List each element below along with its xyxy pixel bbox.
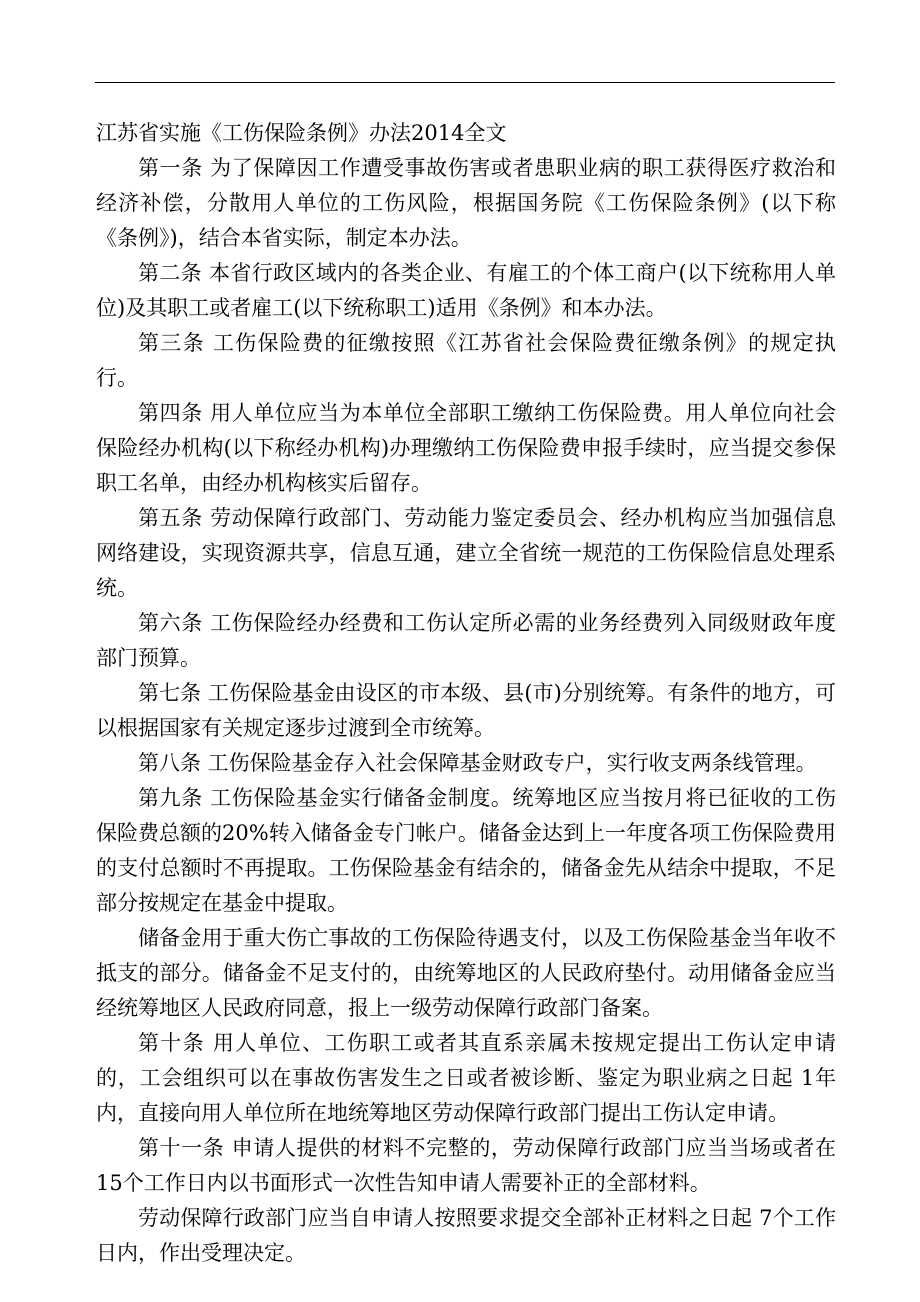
- article-1: 第一条 为了保障因工作遭受事故伤害或者患职业病的职工获得医疗救治和经济补偿，分散用人单位的工伤风险，根据国务院《工伤保险条例》(以下称《条例》)，结合本省实际，制定本办法。: [96, 156, 836, 250]
- article-2: 第二条 本省行政区域内的各类企业、有雇工的个体工商户(以下统称用人单位)及其职工或者雇工(以下统称职工)适用《条例》和本办法。: [96, 261, 836, 320]
- article-5: 第五条 劳动保障行政部门、劳动能力鉴定委员会、经办机构应当加强信息网络建设，实现资源共享，信息互通，建立全省统一规范的工伤保险信息处理系统。: [96, 506, 836, 600]
- article-6: 第六条 工伤保险经办经费和工伤认定所必需的业务经费列入同级财政年度部门预算。: [96, 611, 836, 670]
- article-10: 第十条 用人单位、工伤职工或者其直系亲属未按规定提出工伤认定申请的，工会组织可以在事故伤害发生之日或者被诊断、鉴定为职业病之日起 1年内，直接向用人单位所在地统筹地区劳动保障行政部门提出工伤认定申请。: [96, 1031, 836, 1125]
- article-7: 第七条 工伤保险基金由设区的市本级、县(市)分别统筹。有条件的地方，可以根据国家有关规定逐步过渡到全市统筹。: [96, 681, 836, 740]
- article-9: 第九条 工伤保险基金实行储备金制度。统筹地区应当按月将已征收的工伤保险费总额的20%转入储备金专门帐户。储备金达到上一年度各项工伤保险费用的支付总额时不再提取。工伤保险基金有结余的，储备金先从结余中提取，不足部分按规定在基金中提取。: [96, 786, 836, 915]
- document-title: 江苏省实施《工伤保险条例》办法2014全文: [96, 121, 507, 145]
- header-rule: [95, 82, 835, 83]
- document-body: [96, 116, 836, 1271]
- article-11-acceptance: 劳动保障行政部门应当自申请人按照要求提交全部补正材料之日起 7个工作日内，作出受理决定。: [96, 1206, 836, 1265]
- article-3: 第三条 工伤保险费的征缴按照《江苏省社会保险费征缴条例》的规定执行。: [96, 331, 836, 390]
- article-9-reserve-fund: 储备金用于重大伤亡事故的工伤保险待遇支付，以及工伤保险基金当年收不抵支的部分。储备金不足支付的，由统筹地区的人民政府垫付。动用储备金应当经统筹地区人民政府同意，报上一级劳动保障行政部门备案。: [96, 926, 836, 1020]
- article-8: 第八条 工伤保险基金存入社会保障基金财政专户，实行收支两条线管理。: [138, 751, 817, 775]
- article-11: 第十一条 申请人提供的材料不完整的，劳动保障行政部门应当当场或者在15个工作日内以书面形式一次性告知申请人需要补正的全部材料。: [96, 1136, 836, 1195]
- article-4: 第四条 用人单位应当为本单位全部职工缴纳工伤保险费。用人单位向社会保险经办机构(以下称经办机构)办理缴纳工伤保险费申报手续时，应当提交参保职工名单，由经办机构核实后留存。: [96, 401, 836, 495]
